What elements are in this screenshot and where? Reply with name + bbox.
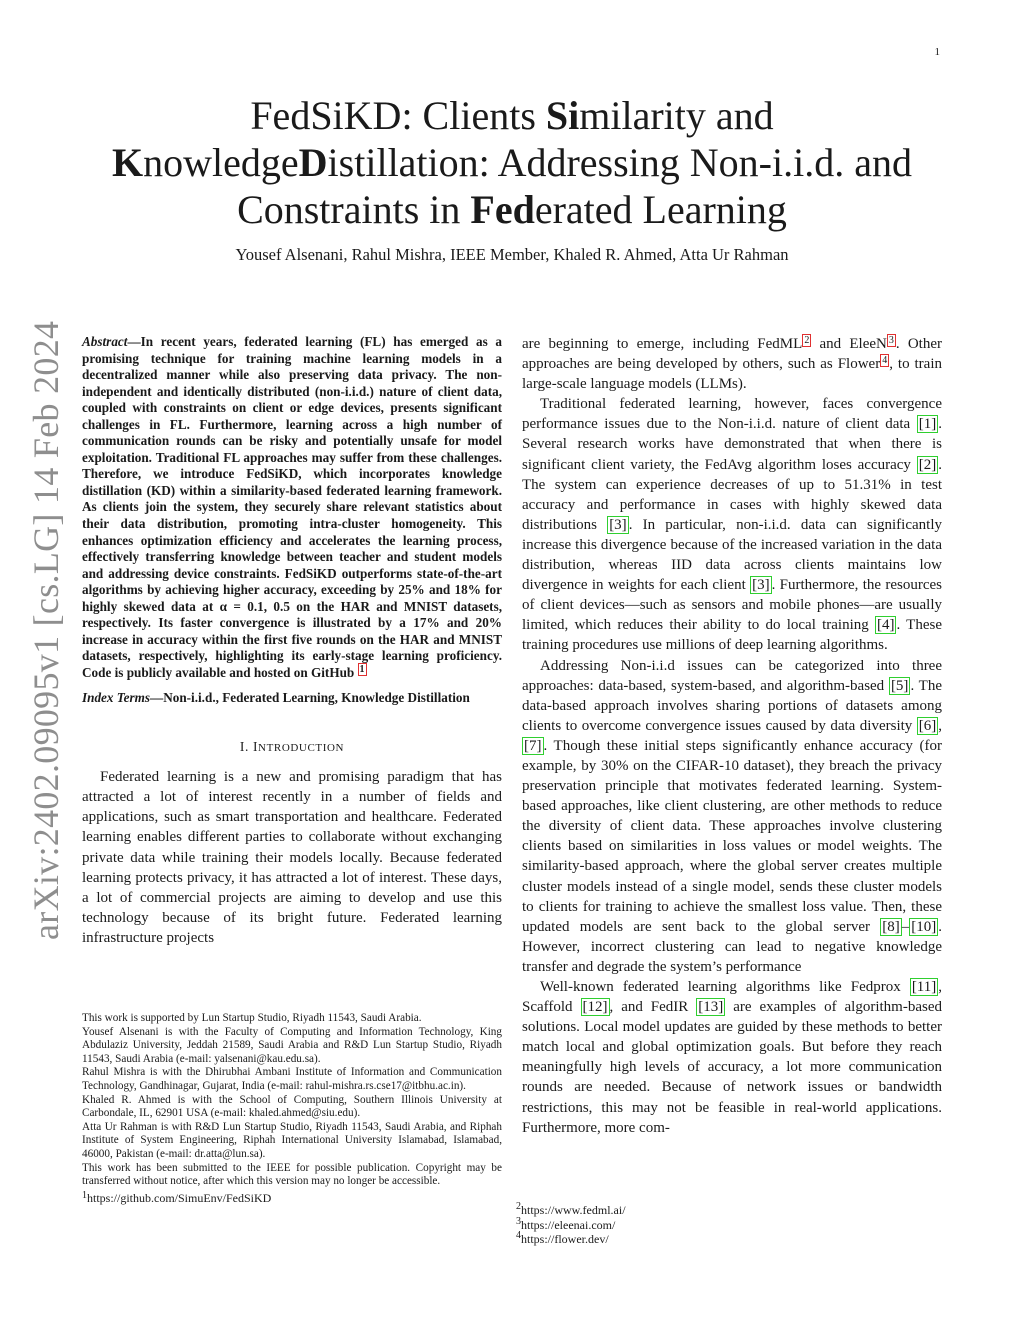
footnote-1: $^1$https://github.com/SimuEnv/FedSiKD (82, 1189, 272, 1205)
footnote-url[interactable]: https://eleenai.com/ (521, 1217, 616, 1232)
citation-link[interactable]: [2] (918, 456, 937, 473)
paragraph-approaches: Addressing Non-i.i.d issues can be categorized into three approaches: data-based, system-based, and algorithm-based [5] . The data-based approach involves sharing portions of datasets among clients to overcome convergence issues caused by data diversity [6] , [7] . Though these initial steps significantly enhance accuracy (for example, by 30% on the CIFAR-10 dataset), they breach the privacy preservation principle that motivates federated learning. System-based approaches, like client clustering, are other methods to reduce the diversity of client data. These approaches involve clustering clients based on similarities in loss values or model weights. The similarity-based approach, where the global server creates multiple cluster models instead of a single model, sends these cluster models to clients for training to achieve the smallest loss value. Then, these updated models are sent back to the global server [8] – [10] . However, incorrect clustering can lead to negative knowledge transfer and degrade the system’s performance (522, 657, 942, 975)
right-footnotes (516, 1203, 816, 1247)
footnote-link-3[interactable]: 3 (888, 335, 894, 346)
footnote-2: $^2$https://www.fedml.ai/ (516, 1201, 626, 1217)
footnote-url[interactable]: https://github.com/SimuEnv/FedSiKD (87, 1190, 272, 1205)
footnote-affiliation: Khaled R. Ahmed is with the School of Computing, Southern Illinois University at Carbondale, IL, 62901 USA (e-mail: khaled.ahmed@siu.edu). (82, 1093, 502, 1120)
footnote-link-2[interactable]: 2 (804, 335, 810, 346)
citation-link[interactable]: [11] (911, 979, 937, 995)
citation-link[interactable]: [3] (752, 577, 770, 594)
intro-paragraph-1: Federated learning is a new and promising paradigm that has attracted a lot of interest recently in a number of fields and applications, such as smart transportation and healthcare. Federated learning enables different parties to collaborate without exchanging private data while training their models locally. Because federated learning protects privacy, it has attracted a lot of interest. These days, a lot of commercial projects are aiming to develop and use this technology because of its bright future. Federated learning infrastructure projects (82, 769, 502, 946)
footnote-4: $^4$https://flower.dev/ (516, 1230, 609, 1246)
footnote-affiliation: Rahul Mishra is with the Dhirubhai Ambani Institute of Information and Communication Technology, Gandhinagar, Gujarat, India (e-mail: rahul-mishra.rs.cse17@itbhu.ac.in). (82, 1066, 502, 1092)
page-number: 1 (934, 46, 940, 58)
citation-link[interactable]: [4] (876, 617, 895, 634)
footnote-url[interactable]: https://www.fedml.ai/ (521, 1203, 626, 1217)
arxiv-stamp: arXiv:2402.09095v1 [cs.LG] 14 Feb 2024 (26, 320, 66, 940)
footnote-link-4[interactable]: 4 (882, 355, 888, 367)
index-terms: Index Terms—Non-i.i.d., Federated Learning, Knowledge Distillation (82, 690, 470, 706)
citation-link[interactable]: [1] (918, 416, 937, 433)
footnote-3: $^3$https://eleenai.com/ (516, 1215, 616, 1232)
citation-link[interactable]: [5] (890, 677, 909, 694)
citation-link[interactable]: [6] (918, 717, 937, 734)
paragraph-fl-projects: are beginning to emerge, including FedML $^2$ and EleeN $^3$ . Other approaches are being developed by others, such as Flower $^4$ , to train large-scale language models (LLMs). (522, 335, 942, 393)
paragraph-algorithms: Well-known federated learning algorithms like Fedprox [11] , Scaffold [12] , and FedIR [13] are examples of algorithm-based solutions. Local model updates are guided by these methods to better match local and global optimization goals. But before they reach meaningfully high levels of accuracy, a lot more communication rounds are needed. Because of network issues or bandwidth restrictions, this may not be feasible in real-world applications. Furthermore, more com- (522, 979, 942, 1136)
footnote-link-1[interactable]: 1 (359, 663, 365, 675)
citation-link[interactable]: [12] (582, 999, 608, 1016)
section-heading-introduction: I. INTRODUCTION (239, 739, 345, 755)
citation-link[interactable]: [10] (911, 918, 937, 935)
left-column (82, 334, 502, 948)
footnote-affiliation: Atta Ur Rahman is with R&D Lun Startup Studio, Riyadh 11543, Saudi Arabia, and Riphah Institute of System Engineering, Riphah International University Islamabad, Islamabad, 46000, Pakistan (e-mail: dr.atta@lun.sa). (82, 1120, 502, 1160)
footnote-affiliation: Yousef Alsenani is with the Faculty of Computing and Information Technology, King Abdulaziz University, Jeddah 21589, Saudi Arabia and R&D Lun Startup Studio, Riyadh 11543, Saudi Arabia (e-mail: yalsenani@kau.edu.sa). (82, 1025, 502, 1065)
citation-link[interactable]: [3] (609, 516, 627, 533)
abstract: Abstract—In recent years, federated learning (FL) has emerged as a promising technique for training machine learning models in a decentralized manner while also preserving data privacy. The non-independent and identically distributed (non-i.i.d.) nature of client data, coupled with constraints on client or edge devices, presents significant challenges in FL. Furthermore, learning across a high number of communication rounds can be risky and potentially unsafe for model exploitation. Traditional FL approaches may suffer from these challenges. Therefore, we introduce FedSiKD, which incorporates knowledge distillation (KD) within a similarity-based federated learning framework. As clients join the system, they securely share relevant statistics about their data distribution, promoting intra-cluster homogeneity. This enhances optimization efficiency and accelerates the learning process, effectively transferring knowledge between teacher and student models and addressing device constraints. FedSiKD outperforms state-of-the-art algorithms by achieving higher accuracy, exceeding by 25% and 18% for highly skewed data at α = 0.1, 0.5 on the HAR and MNIST datasets, respectively. Its faster convergence is illustrated by a 17% and 20% increase in accuracy within the first five rounds on the HAR and MNIST datasets, respectively, highlighting its early-stage learning proficiency. Code is publicly available and hosted on GitHub $^1$ (82, 334, 502, 680)
footnote-copyright: This work has been submitted to the IEEE for possible publication. Copyright may be transferred without notice, after which this version may no longer be accessible. (82, 1161, 502, 1188)
footnote-url[interactable]: https://flower.dev/ (521, 1232, 609, 1246)
left-footnotes (82, 1012, 502, 1205)
author-list: Yousef Alsenani, Rahul Mishra, IEEE Member, Khaled R. Ahmed, Atta Ur Rahman (235, 245, 789, 264)
citation-link[interactable]: [8] (882, 918, 900, 935)
right-column (522, 334, 942, 1138)
citation-link[interactable]: [13] (698, 999, 724, 1016)
footnote-funding: This work is supported by Lun Startup Studio, Riyadh 11543, Saudi Arabia. (82, 1012, 422, 1024)
citation-link[interactable]: [7] (524, 737, 542, 754)
paper-title: FedSiKD: Clients Similarity and KnowledgeDistillation: Addressing Non-i.i.d. and Constraints in Federated Learning (112, 93, 912, 232)
paragraph-convergence: Traditional federated learning, however, faces convergence performance issues due to the Non-i.i.d. nature of client data [1] . Several research works have demonstrated that when there is significant client variety, the FedAvg algorithm loses accuracy [2] . The system can experience decreases of up to 51.31% in test accuracy and performance in cases with highly skewed data distributions [3] . In particular, non-i.i.d. data can significantly increase this divergence because of the increased variation in the data distribution, whereas IID data across clients maintains low divergence in weights for each client [3] . Furthermore, the resources of client devices—such as sensors and mobile phones—are usually limited, which reduces their ability to do local training [4] . These training procedures use millions of deep learning algorithms. (522, 396, 942, 654)
